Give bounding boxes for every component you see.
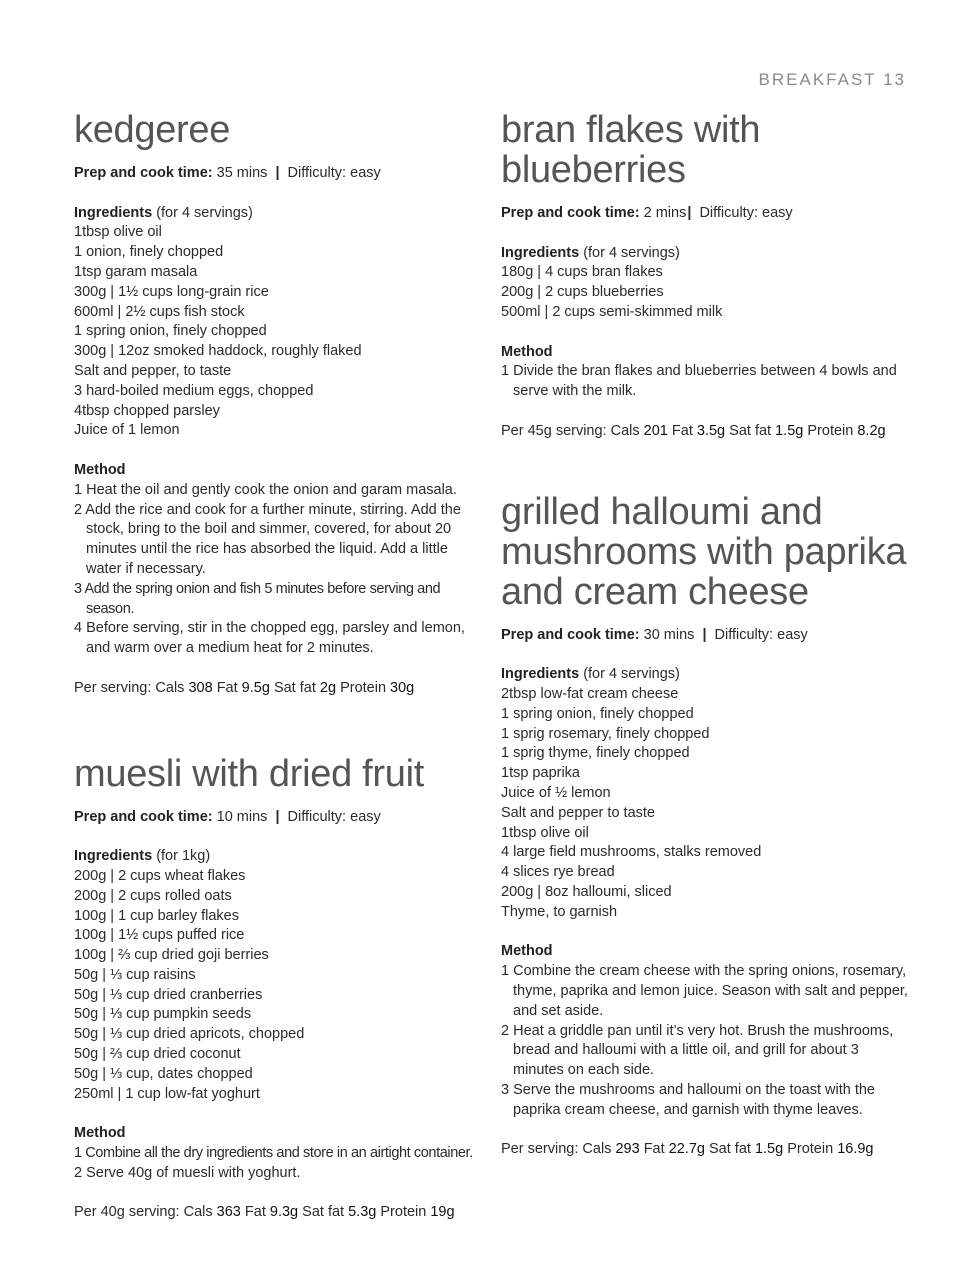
difficulty-value: easy xyxy=(762,205,793,221)
ingredient: 600ml | 2½ cups fish stock xyxy=(74,303,245,320)
recipe-title: kedgeree xyxy=(74,109,231,151)
satfat-value: 5.3g xyxy=(348,1204,377,1221)
fat-value: 9.5g xyxy=(241,679,270,696)
ingredient: Salt and pepper to taste xyxy=(501,804,655,821)
ingredient: 100g | 1 cup barley flakes xyxy=(74,907,239,924)
cals-label: Cals xyxy=(183,1204,213,1221)
cals-value: 308 xyxy=(188,679,213,696)
fat-value: 3.5g xyxy=(696,422,726,439)
prep-value: 2 mins xyxy=(643,205,687,221)
prep-value: 10 mins xyxy=(216,808,268,825)
ingredients-heading xyxy=(501,665,911,685)
method-step: 3 Serve the mushrooms and halloumi on the toast with the paprika cream cheese, and garnish with thyme leaves. xyxy=(501,1081,875,1118)
ingredients-block xyxy=(74,204,474,442)
ingredient: 50g | ⅓ cup raisins xyxy=(74,966,196,983)
method-heading xyxy=(74,1124,474,1144)
satfat-label: Sat fat xyxy=(729,422,772,439)
method-step: 2 Serve 40g of muesli with yoghurt. xyxy=(74,1164,301,1181)
ingredient: 50g | ⅓ cup dried cranberries xyxy=(74,986,263,1003)
ingredients-label: Ingredients xyxy=(74,204,153,221)
ingredient: 300g | 1½ cups long-grain rice xyxy=(74,283,269,300)
ingredient: 1tbsp olive oil xyxy=(74,224,162,241)
ingredients-block xyxy=(501,244,911,323)
nutrition-prefix: Per serving: xyxy=(501,1141,579,1158)
ingredient: Thyme, to garnish xyxy=(501,903,618,920)
ingredients-heading xyxy=(74,847,474,867)
ingredients-block xyxy=(501,665,911,922)
fat-value: 22.7g xyxy=(668,1141,705,1158)
cals-value: 201 xyxy=(643,422,668,439)
ingredient: Juice of 1 lemon xyxy=(74,422,180,439)
ingredient: 1 onion, finely chopped xyxy=(74,244,224,261)
nutrition-prefix: Per 40g serving: xyxy=(74,1204,180,1221)
ingredient: 300g | 12oz smoked haddock, roughly flaked xyxy=(74,343,362,360)
prep-label: Prep and cook time: xyxy=(501,205,640,221)
title-line: blueberries xyxy=(501,149,686,191)
title-line: and cream cheese xyxy=(501,570,809,613)
ingredient: 1 sprig rosemary, finely chopped xyxy=(501,725,710,742)
difficulty-value: easy xyxy=(777,626,808,643)
ingredient: 100g | 1½ cups puffed rice xyxy=(74,927,245,944)
prep-info xyxy=(74,808,474,828)
separator: | xyxy=(687,205,692,221)
ingredient: 3 hard-boiled medium eggs, chopped xyxy=(74,382,314,399)
satfat-value: 1.5g xyxy=(775,422,804,439)
ingredient: 4 large field mushrooms, stalks removed xyxy=(501,844,762,861)
title-line: bran flakes with xyxy=(501,109,761,151)
ingredient: 1 sprig thyme, finely chopped xyxy=(501,745,690,762)
method-block xyxy=(74,461,474,659)
recipe-bran-flakes xyxy=(501,110,911,442)
title-line: mushrooms with paprika xyxy=(501,530,907,573)
ingredient: 1 spring onion, finely chopped xyxy=(74,323,267,340)
ingredients-note: (for 1kg) xyxy=(156,848,211,865)
fat-label: Fat xyxy=(643,1141,665,1158)
method-heading xyxy=(74,461,474,481)
satfat-label: Sat fat xyxy=(302,1204,345,1221)
ingredients-label: Ingredients xyxy=(501,244,580,261)
separator: | xyxy=(702,626,707,643)
protein-value: 8.2g xyxy=(857,422,886,439)
method-label: Method xyxy=(501,343,553,360)
difficulty-value: easy xyxy=(350,165,381,181)
method-block xyxy=(74,1124,474,1183)
page-header: BREAKFAST 13 xyxy=(758,70,906,89)
cals-label: Cals xyxy=(610,422,640,439)
ingredient: 4tbsp chopped parsley xyxy=(74,402,220,419)
method-step: 2 Heat a griddle pan until it’s very hot. Brush the mushrooms, bread and halloumi with a little oil, and grill for about 3 minutes on each side. xyxy=(501,1022,894,1079)
spacer xyxy=(74,699,474,754)
difficulty-label: Difficulty: xyxy=(714,626,774,643)
recipe-halloumi xyxy=(501,492,911,1161)
protein-label: Protein xyxy=(787,1141,834,1158)
prep-info xyxy=(501,626,911,646)
spacer xyxy=(501,442,911,492)
method-step: 1 Combine all the dry ingredients and store in an airtight container. xyxy=(74,1145,473,1162)
satfat-label: Sat fat xyxy=(709,1141,751,1158)
ingredient: 1tbsp olive oil xyxy=(501,824,589,841)
separator: | xyxy=(275,808,280,825)
method-step: 1 Combine the cream cheese with the spring onions, rosemary, thyme, paprika and lemon juice. Season with salt and pepper, and set aside. xyxy=(501,963,908,1019)
protein-label: Protein xyxy=(380,1204,427,1221)
recipe-title: muesli with dried fruit xyxy=(74,752,424,795)
ingredient: 1tsp paprika xyxy=(501,765,580,782)
ingredient: 1 spring onion, finely chopped xyxy=(501,705,694,722)
method-step: 4 Before serving, stir in the chopped egg, parsley and lemon, and warm over a medium heat for 2 minutes. xyxy=(74,620,465,657)
ingredient: 2tbsp low-fat cream cheese xyxy=(501,685,679,702)
nutrition-info xyxy=(501,1140,911,1160)
cals-label: Cals xyxy=(155,679,185,696)
protein-value: 30g xyxy=(390,679,415,696)
ingredient: 200g | 2 cups blueberries xyxy=(501,284,664,301)
protein-label: Protein xyxy=(340,679,387,696)
ingredient: 200g | 2 cups rolled oats xyxy=(74,887,232,904)
ingredient: 4 slices rye bread xyxy=(501,864,615,881)
nutrition-prefix: Per 45g serving: xyxy=(501,422,607,439)
nutrition-info xyxy=(501,422,911,442)
ingredient: 50g | ⅓ cup dried apricots, chopped xyxy=(74,1026,305,1043)
recipe-muesli xyxy=(74,754,474,1224)
fat-label: Fat xyxy=(216,679,238,696)
separator: | xyxy=(275,165,280,181)
satfat-label: Sat fat xyxy=(273,679,316,696)
nutrition-info xyxy=(74,1203,474,1223)
method-block xyxy=(501,942,911,1120)
nutrition-prefix: Per serving: xyxy=(74,679,152,696)
method-heading xyxy=(501,942,911,962)
ingredients-label: Ingredients xyxy=(74,848,153,865)
cals-value: 363 xyxy=(216,1204,241,1221)
prep-label: Prep and cook time: xyxy=(74,808,213,825)
recipe-kedgeree xyxy=(74,110,474,699)
method-label: Method xyxy=(74,461,126,478)
method-block xyxy=(501,343,911,402)
ingredients-heading xyxy=(501,244,911,264)
difficulty-label: Difficulty: xyxy=(699,205,758,221)
method-label: Method xyxy=(74,1125,126,1142)
nutrition-info xyxy=(74,679,474,699)
ingredient: 100g | ⅔ cup dried goji berries xyxy=(74,947,269,964)
method-step: 3 Add the spring onion and fish 5 minutes before serving and season. xyxy=(74,580,441,617)
difficulty-label: Difficulty: xyxy=(287,808,347,825)
protein-value: 16.9g xyxy=(837,1141,874,1158)
title-line: grilled halloumi and xyxy=(501,490,823,533)
ingredient: 500ml | 2 cups semi-skimmed milk xyxy=(501,303,723,320)
fat-value: 9.3g xyxy=(269,1204,299,1221)
protein-value: 19g xyxy=(430,1204,455,1221)
ingredient: Salt and pepper, to taste xyxy=(74,362,232,379)
cals-value: 293 xyxy=(615,1141,640,1158)
ingredient: Juice of ½ lemon xyxy=(501,784,611,801)
cals-label: Cals xyxy=(582,1141,612,1158)
method-step: 1 Divide the bran flakes and blueberries between 4 bowls and serve with the milk. xyxy=(501,363,897,400)
ingredients-note: (for 4 servings) xyxy=(156,204,253,221)
ingredient: 50g | ⅔ cup dried coconut xyxy=(74,1046,241,1063)
fat-label: Fat xyxy=(671,422,693,439)
ingredient: 200g | 2 cups wheat flakes xyxy=(74,867,246,884)
ingredients-note: (for 4 servings) xyxy=(583,666,680,683)
ingredient: 180g | 4 cups bran flakes xyxy=(501,264,663,281)
prep-label: Prep and cook time: xyxy=(501,626,640,643)
recipe-title xyxy=(501,110,911,190)
method-step: 1 Heat the oil and gently cook the onion and garam masala. xyxy=(74,481,457,498)
prep-value: 30 mins xyxy=(643,626,695,643)
left-column xyxy=(74,110,474,1223)
method-label: Method xyxy=(501,943,553,960)
ingredient: 50g | ⅓ cup pumpkin seeds xyxy=(74,1006,252,1023)
ingredients-heading xyxy=(74,204,474,224)
prep-info xyxy=(74,164,474,184)
ingredient: 250ml | 1 cup low-fat yoghurt xyxy=(74,1085,260,1102)
right-column xyxy=(501,110,911,1160)
ingredient: 200g | 8oz halloumi, sliced xyxy=(501,883,672,900)
prep-label: Prep and cook time: xyxy=(74,165,213,181)
prep-info xyxy=(501,204,911,224)
protein-label: Protein xyxy=(807,422,854,439)
fat-label: Fat xyxy=(244,1204,266,1221)
prep-value: 35 mins xyxy=(216,165,268,181)
ingredients-label: Ingredients xyxy=(501,666,580,683)
ingredient: 50g | ⅓ cup, dates chopped xyxy=(74,1065,253,1082)
ingredient: 1tsp garam masala xyxy=(74,263,198,280)
method-heading xyxy=(501,343,911,363)
satfat-value: 1.5g xyxy=(754,1141,784,1158)
satfat-value: 2g xyxy=(319,679,337,696)
ingredients-note: (for 4 servings) xyxy=(583,244,680,261)
method-step: 2 Add the rice and cook for a further minute, stirring. Add the stock, bring to the boil and simmer, covered, for about 20 minutes until the rice has absorbed the liquid. Add a little water if necessary. xyxy=(74,501,461,577)
difficulty-value: easy xyxy=(350,808,381,825)
recipe-title xyxy=(501,492,911,612)
difficulty-label: Difficulty: xyxy=(287,165,347,181)
ingredients-block xyxy=(74,847,474,1104)
